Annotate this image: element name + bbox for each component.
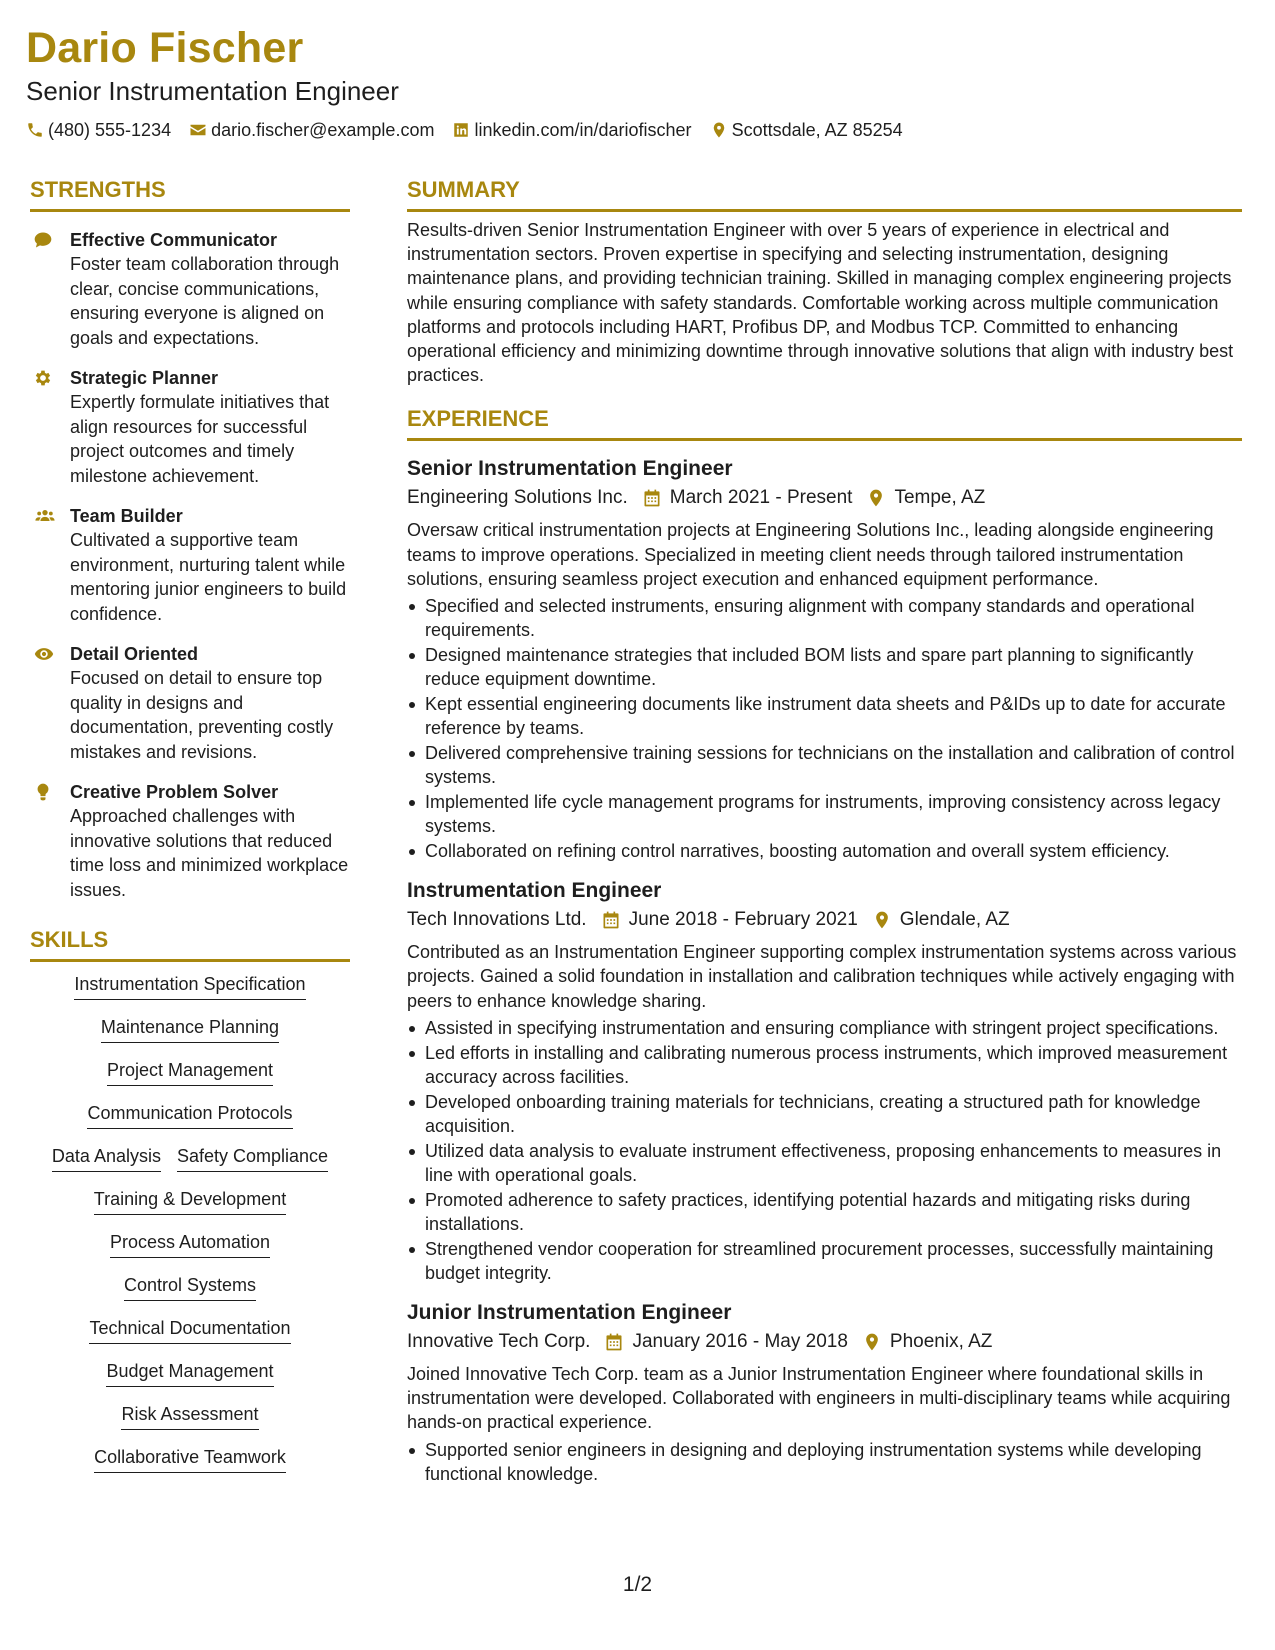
bullet-item: Collaborated on refining control narratives, boosting automation and overall system efficiency. bbox=[407, 839, 1242, 863]
job-bullets bbox=[407, 1016, 1242, 1285]
experience-section bbox=[407, 405, 1242, 1486]
job-title: Senior Instrumentation Engineer bbox=[407, 457, 733, 481]
bullet-item: Delivered comprehensive training sessions for technicians on the installation and calibration of control systems. bbox=[407, 741, 1242, 789]
bullet-item: Implemented life cycle management programs for instruments, improving consistency across legacy systems. bbox=[407, 790, 1242, 838]
strength-desc: Expertly formulate initiatives that align resources for successful project outcomes and timely milestone achievement. bbox=[70, 392, 330, 486]
job-location: Tempe, AZ bbox=[894, 487, 986, 509]
contact-location bbox=[710, 119, 903, 141]
job-meta bbox=[407, 1329, 1242, 1355]
job-dates: June 2018 - February 2021 bbox=[628, 909, 858, 931]
job-description: Joined Innovative Tech Corp. team as a Junior Instrumentation Engineer where foundational skills in instrumentation were developed. Collaborated with engineers in multi-disciplinary teams while acquiring hands-on practical experience. bbox=[407, 1364, 1231, 1433]
job-title: Junior Instrumentation Engineer bbox=[407, 1301, 732, 1325]
map-pin-icon bbox=[872, 910, 892, 930]
skill-tag: Communication Protocols bbox=[87, 1101, 292, 1129]
summary-heading: SUMMARY bbox=[407, 176, 1242, 212]
job-description: Oversaw critical instrumentation projects at Engineering Solutions Inc., leading alongside engineering teams to improve operations. Specialized in meeting client needs through tailored instrumentation solutions, ensuring seamless project execution and enhanced equipment performance. bbox=[407, 520, 1214, 589]
skill-tag: Data Analysis bbox=[52, 1144, 161, 1172]
bullet-item: Assisted in specifying instrumentation and ensuring compliance with stringent project specifications. bbox=[407, 1016, 1242, 1040]
contact-bar bbox=[26, 119, 1246, 141]
job-meta bbox=[407, 485, 1242, 511]
linkedin-text: linkedin.com/in/dariofischer bbox=[474, 120, 692, 140]
company-name: Innovative Tech Corp. bbox=[407, 1331, 591, 1353]
skill-tag: Safety Compliance bbox=[177, 1144, 328, 1172]
candidate-title: Senior Instrumentation Engineer bbox=[26, 76, 399, 106]
map-pin-icon bbox=[866, 488, 886, 508]
bullet-item: Supported senior engineers in designing and deploying instrumentation systems while developing functional knowledge. bbox=[407, 1438, 1242, 1486]
company-name: Tech Innovations Ltd. bbox=[407, 909, 587, 931]
right-column bbox=[407, 176, 1242, 1487]
email-text: dario.fischer@example.com bbox=[211, 120, 435, 140]
company-name: Engineering Solutions Inc. bbox=[407, 487, 628, 509]
job-bullets bbox=[407, 594, 1242, 863]
bullet-item: Designed maintenance strategies that included BOM lists and spare part planning to significantly reduce equipment downtime. bbox=[407, 643, 1242, 691]
job-dates: March 2021 - Present bbox=[669, 487, 853, 509]
calendar-icon bbox=[601, 910, 621, 930]
job-meta bbox=[407, 907, 1242, 933]
chat-bubble-icon bbox=[33, 230, 53, 250]
map-pin-icon bbox=[862, 1332, 882, 1352]
calendar-icon bbox=[642, 488, 662, 508]
job-location: Phoenix, AZ bbox=[889, 1331, 993, 1353]
strengths-heading: STRENGTHS bbox=[30, 176, 350, 212]
bullet-item: Kept essential engineering documents like instrument data sheets and P&IDs up to date for accurate reference by teams. bbox=[407, 692, 1242, 740]
strength-item bbox=[30, 504, 350, 626]
strength-title: Team Builder bbox=[70, 506, 183, 526]
bullet-item: Specified and selected instruments, ensuring alignment with company standards and operational requirements. bbox=[407, 594, 1242, 642]
gear-icon bbox=[33, 368, 53, 388]
skill-tag: Technical Documentation bbox=[89, 1316, 290, 1344]
contact-phone[interactable] bbox=[26, 119, 171, 141]
linkedin-icon bbox=[452, 121, 470, 139]
strength-desc: Foster team collaboration through clear, concise communications, ensuring everyone is aligned on goals and expectations. bbox=[70, 254, 340, 348]
job-location: Glendale, AZ bbox=[899, 909, 1010, 931]
skill-tag: Control Systems bbox=[124, 1273, 256, 1301]
summary-text: Results-driven Senior Instrumentation Engineer with over 5 years of experience in electrical and instrumentation sectors. Proven expertise in specifying and selecting instrumentation, designing maintenance plans, and providing technician training. Skilled in managing complex engineering projects while ensuring compliance with safety standards. Comfortable working across multiple communication platforms and protocols including HART, Profibus DP, and Modbus TCP. Committed to enhancing operational efficiency and minimizing downtime through innovative solutions that align with industry best practices. bbox=[407, 220, 1234, 386]
strength-title: Detail Oriented bbox=[70, 644, 199, 664]
strength-item bbox=[30, 366, 350, 488]
page-number: 1/2 bbox=[622, 1573, 653, 1596]
strength-desc: Approached challenges with innovative solutions that reduced time loss and minimized workplace issues. bbox=[70, 806, 349, 900]
skills-heading: SKILLS bbox=[30, 926, 350, 962]
contact-linkedin[interactable] bbox=[452, 119, 691, 141]
strength-item bbox=[30, 642, 350, 764]
skill-tag: Collaborative Teamwork bbox=[94, 1445, 286, 1473]
bullet-item: Led efforts in installing and calibrating numerous process instruments, which improved measurement accuracy across facilities. bbox=[407, 1041, 1242, 1089]
bullet-item: Promoted adherence to safety practices, identifying potential hazards and mitigating risks during installations. bbox=[407, 1188, 1242, 1236]
skill-tag: Maintenance Planning bbox=[101, 1015, 279, 1043]
job-entry bbox=[407, 455, 1242, 863]
strength-desc: Cultivated a supportive team environment, nurturing talent while mentoring junior engineers to build confidence. bbox=[70, 530, 347, 624]
skill-tag: Project Management bbox=[107, 1058, 273, 1086]
skill-tag: Risk Assessment bbox=[121, 1402, 258, 1430]
strength-desc: Focused on detail to ensure top quality in designs and documentation, preventing costly mistakes and revisions. bbox=[70, 668, 334, 762]
phone-icon bbox=[26, 121, 44, 139]
phone-text: (480) 555-1234 bbox=[48, 120, 172, 140]
experience-heading: EXPERIENCE bbox=[407, 405, 1242, 441]
left-column bbox=[30, 176, 350, 1473]
strength-item bbox=[30, 228, 350, 350]
skill-tag: Budget Management bbox=[106, 1359, 273, 1387]
calendar-icon bbox=[604, 1332, 624, 1352]
bullet-item: Strengthened vendor cooperation for streamlined procurement processes, successfully maintaining budget integrity. bbox=[407, 1237, 1242, 1285]
strength-title: Effective Communicator bbox=[70, 230, 278, 250]
map-pin-icon bbox=[710, 121, 728, 139]
contact-email[interactable] bbox=[189, 119, 434, 141]
resume-header bbox=[26, 22, 1246, 141]
job-title: Instrumentation Engineer bbox=[407, 879, 662, 903]
strength-title: Strategic Planner bbox=[70, 368, 219, 388]
job-dates: January 2016 - May 2018 bbox=[632, 1331, 848, 1353]
skills-list bbox=[30, 972, 350, 1473]
skill-tag: Instrumentation Specification bbox=[74, 972, 305, 1000]
bullet-item: Developed onboarding training materials for technicians, creating a structured path for knowledge acquisition. bbox=[407, 1090, 1242, 1138]
strength-item bbox=[30, 780, 350, 902]
lightbulb-icon bbox=[33, 782, 53, 802]
strength-title: Creative Problem Solver bbox=[70, 782, 279, 802]
skill-tag: Process Automation bbox=[110, 1230, 270, 1258]
eye-icon bbox=[33, 644, 55, 664]
location-text: Scottsdale, AZ 85254 bbox=[731, 120, 903, 140]
skill-tag: Training & Development bbox=[94, 1187, 286, 1215]
users-icon bbox=[33, 506, 57, 526]
candidate-name: Dario Fischer bbox=[26, 24, 304, 72]
job-description: Contributed as an Instrumentation Engineer supporting complex instrumentation systems across various projects. Gained a solid foundation in installation and calibration techniques while actively engaging with peers to enhance knowledge sharing. bbox=[407, 942, 1237, 1011]
job-entry bbox=[407, 877, 1242, 1285]
job-entry bbox=[407, 1299, 1242, 1486]
bullet-item: Utilized data analysis to evaluate instrument effectiveness, proposing enhancements to measures in line with operational goals. bbox=[407, 1139, 1242, 1187]
envelope-icon bbox=[189, 121, 207, 139]
job-bullets bbox=[407, 1438, 1242, 1486]
